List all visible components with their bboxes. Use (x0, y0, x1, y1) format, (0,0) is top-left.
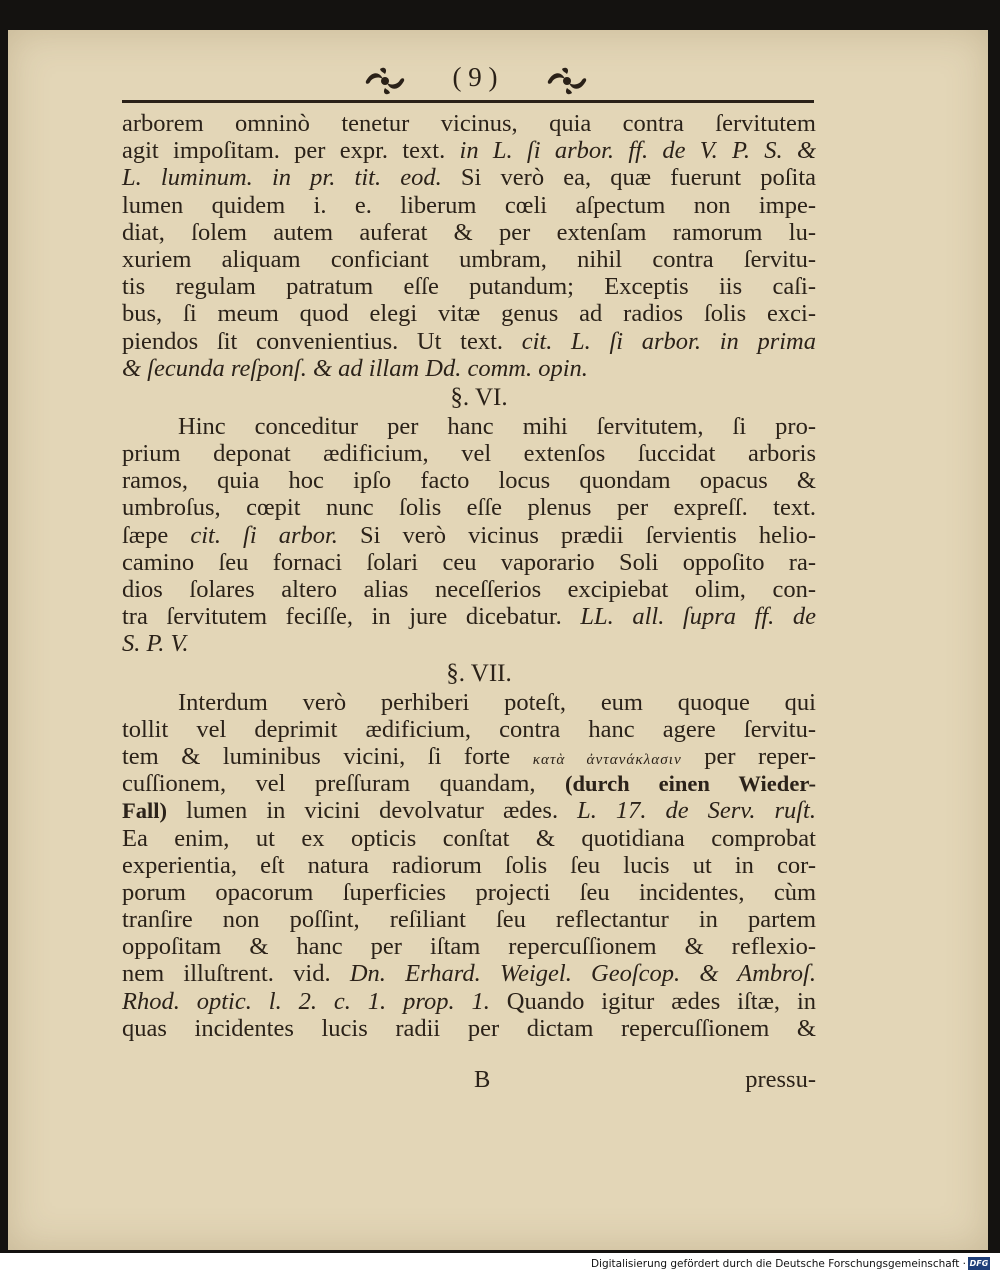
text-span: tra ſervitutem feciſſe, in jure dicebatur. (122, 603, 581, 631)
text-line (122, 440, 816, 467)
section-heading: §. VI. (450, 383, 508, 411)
fleuron-ornament-icon (362, 66, 408, 96)
dfg-logo: DFG (969, 1259, 989, 1268)
text-line (122, 933, 816, 960)
text-line (122, 825, 816, 852)
text-line (122, 1015, 816, 1042)
text-line (122, 273, 816, 300)
italic-citation: cit. L. ſi arbor. in prima (521, 327, 816, 355)
fraktur-gloss: (durch einen Wieder- (564, 771, 817, 797)
page-footer (122, 1066, 816, 1096)
text-line (122, 164, 816, 191)
text-line (122, 852, 816, 879)
text-span: Ea enim, ut ex opticis conſtat & quotidiana comprobat (122, 824, 816, 852)
text-span: prium deponat ædificium, vel extenſos ſuccidat arboris (122, 440, 816, 468)
text-span: nem illuſtrent. vid. (122, 960, 350, 988)
text-line (122, 576, 816, 603)
text-span: lumen in vicini devolvatur ædes. (167, 797, 578, 825)
digitization-credit: Digitalisierung gefördert durch die Deutsche Forschungsgemeinschaft · (590, 1258, 966, 1270)
text-span: xuriem aliquam conficiant umbram, nihil contra ſervitu- (122, 245, 816, 273)
text-span: tollit vel deprimit ædificium, contra hanc agere ſervitu- (122, 715, 816, 743)
text-span: ramos, quia hoc ipſo facto locus quondam opacus & (122, 467, 816, 495)
italic-citation: LL. all. ſupra ff. de (580, 603, 816, 631)
page-number: ( 9 ) (452, 62, 498, 92)
text-line (122, 355, 816, 382)
text-span: porum opacorum ſuperficies projecti ſeu incidentes, cùm (122, 878, 816, 906)
text-line (122, 906, 816, 933)
text-line (122, 110, 816, 137)
section-heading: §. VII. (446, 659, 512, 687)
text-line (122, 413, 816, 440)
header-rule (122, 100, 814, 103)
text-span: dios ſolares altero alias neceſſerios excipiebat olim, con- (122, 576, 816, 603)
italic-citation: Dn. Erhard. Weigel. Geoſcop. & Ambroſ. (349, 960, 816, 988)
text-line (122, 522, 816, 549)
text-line (122, 137, 816, 164)
text-span: agit impoſitam. per expr. text. (122, 137, 460, 165)
text-span: piendos ſit convenientius. Ut text. (122, 327, 522, 355)
text-span: Si verò ea, quæ fuerunt poſita (441, 164, 816, 192)
italic-citation: cit. ſi arbor. (190, 521, 338, 549)
catchword: pressu- (745, 1066, 816, 1093)
text-span: tis regulam patratum eſſe putandum; Exceptis iis caſi- (122, 273, 816, 301)
text-span: umbroſus, cœpit nunc ſolis eſſe plenus per expreſſ. text. (122, 494, 816, 522)
text-line (122, 797, 816, 824)
italic-citation: L. 17. de Serv. ruſt. (577, 797, 816, 825)
text-span: camino ſeu fornaci ſolari ceu vaporario Soli oppoſito ra- (122, 548, 816, 576)
text-line (122, 960, 816, 987)
text-line (122, 689, 816, 716)
text-span: Hinc conceditur per hanc mihi ſervitutem, ſi pro- (178, 412, 816, 440)
text-line (122, 549, 816, 576)
text-span: arborem omninò tenetur vicinus, quia contra ſervitutem (122, 110, 816, 137)
text-span: cuſſionem, vel preſſuram quandam, (122, 770, 565, 798)
italic-citation: L. luminum. in pr. tit. eod. (122, 164, 442, 192)
fleuron-ornament-icon (544, 66, 590, 96)
text-span: quas incidentes lucis radii per dictam repercuſſionem & (122, 1014, 816, 1042)
text-line (122, 328, 816, 355)
text-span: tem & luminibus vicini, ſi forte (122, 742, 533, 770)
text-line (122, 716, 816, 743)
fraktur-gloss: Fall) (122, 798, 168, 824)
text-span: Si verò vicinus prædii ſervientis helio- (337, 521, 816, 549)
page-body-text (122, 110, 816, 1042)
text-span: experientia, eſt natura radiorum ſolis ſeu lucis ut in cor- (122, 851, 816, 879)
text-span: Quando igitur ædes iſtæ, in (489, 987, 817, 1015)
italic-citation: S. P. V. (122, 630, 189, 658)
text-span: Interdum verò perhiberi poteſt, eum quoque qui (178, 688, 816, 716)
text-span: oppoſitam & hanc per iſtam repercuſſionem & reflexio- (122, 933, 816, 961)
italic-citation: in L. ſi arbor. ff. de V. P. S. & (459, 137, 816, 165)
text-span: tranſire non poſſint, reſiliant ſeu reflectantur in partem (122, 906, 816, 934)
text-span: lumen quidem i. e. liberum cœli aſpectum non impe- (122, 191, 816, 219)
text-line (122, 879, 816, 906)
text-line (122, 988, 816, 1015)
text-line (122, 192, 816, 219)
text-span: bus, ſi meum quod elegi vitæ genus ad radios ſolis exci- (122, 300, 816, 328)
text-line (122, 743, 816, 770)
text-line (122, 630, 816, 657)
text-line (122, 219, 816, 246)
text-line (122, 494, 816, 521)
text-span: ſæpe (122, 521, 191, 549)
text-line (122, 770, 816, 797)
text-line (122, 246, 816, 273)
text-span: per reper- (681, 742, 816, 770)
italic-citation: & ſecunda reſponſ. & ad illam Dd. comm. opin. (122, 354, 588, 382)
text-span: diat, ſolem autem auferat & per extenſam ramorum lu- (122, 218, 816, 246)
text-line (122, 467, 816, 494)
page-header (120, 64, 815, 98)
italic-citation: Rhod. optic. l. 2. c. 1. prop. 1. (122, 987, 490, 1015)
text-line (122, 300, 816, 327)
signature-mark: B (474, 1066, 491, 1093)
text-line (122, 603, 816, 630)
greek-phrase: κατὰ ἀντανάκλασιν (532, 750, 682, 768)
